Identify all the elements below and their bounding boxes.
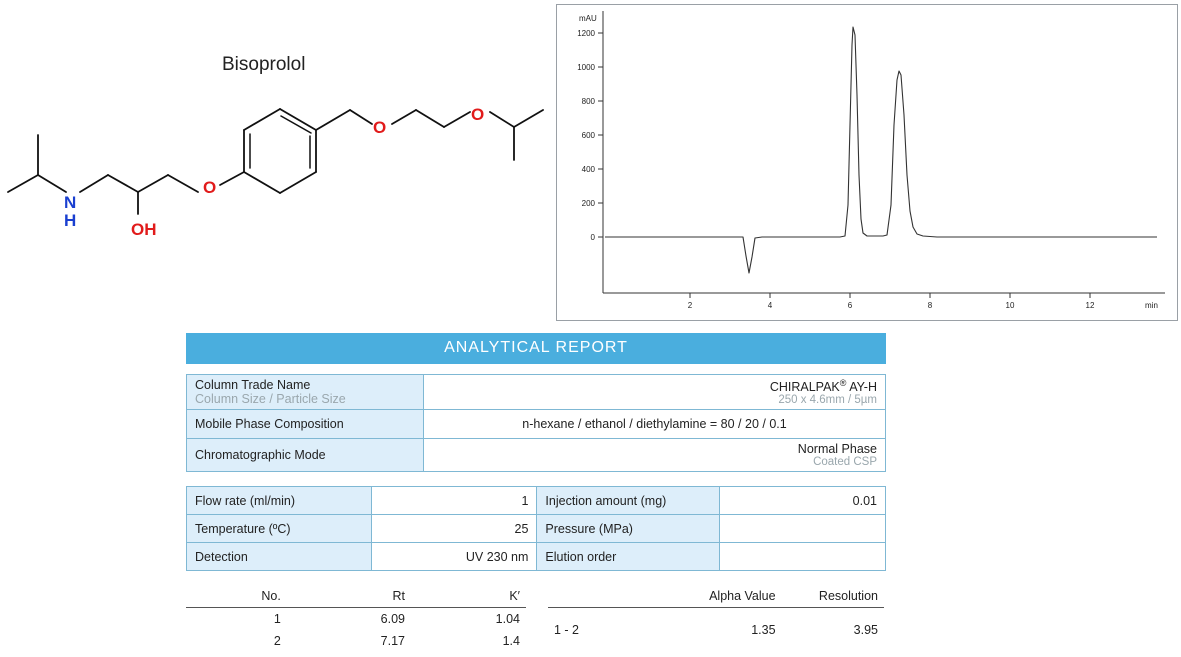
svg-text:2: 2	[687, 301, 693, 310]
svg-text:4: 4	[767, 301, 773, 310]
atom-label-O-2: O	[373, 118, 387, 137]
table-row	[187, 515, 886, 543]
table-row	[187, 410, 886, 439]
table-row	[187, 543, 886, 571]
atom-label-O-3: O	[471, 105, 485, 124]
atom-label-H: H	[64, 211, 77, 230]
results-section	[186, 585, 886, 652]
column-trade-name-value-line	[432, 378, 877, 394]
table-row	[187, 375, 886, 410]
peak-results-table	[186, 585, 526, 652]
table-row	[186, 608, 526, 631]
atom-label-N: N	[64, 193, 77, 212]
flow-rate-value: 1	[371, 487, 537, 515]
molecule-structure	[0, 0, 556, 320]
flow-rate-label: Flow rate (ml/min)	[187, 487, 372, 515]
report-header: ANALYTICAL REPORT	[186, 333, 886, 364]
elution-order-value	[719, 543, 885, 571]
svg-text:6: 6	[847, 301, 853, 310]
column-variant: AY-H	[846, 380, 877, 395]
column-brand: CHIRALPAK	[769, 380, 840, 395]
peak-rt-1: 6.09	[380, 612, 405, 627]
chromatographic-mode-label: Chromatographic Mode	[187, 439, 424, 472]
atom-label-O-1: O	[203, 178, 217, 197]
molecule-panel	[0, 0, 556, 320]
column-trade-name-value	[424, 375, 886, 410]
svg-text:8: 8	[927, 301, 933, 310]
injection-amount-value: 0.01	[719, 487, 885, 515]
atom-label-OH: OH	[131, 220, 157, 239]
column-trade-name-label	[187, 375, 424, 410]
temperature-value: 25	[371, 515, 537, 543]
alpha-value: 1.35	[751, 623, 776, 638]
analytical-report	[186, 333, 886, 652]
svg-text:mAU: mAU	[579, 14, 597, 23]
pair-value: 1 - 2	[554, 623, 580, 638]
injection-amount-label: Injection amount (mg)	[537, 487, 719, 515]
svg-text:10: 10	[1005, 301, 1015, 310]
mobile-phase-value: n-hexane / ethanol / diethylamine = 80 / 20 / 0.1	[424, 410, 886, 439]
mobile-phase-label: Mobile Phase Composition	[187, 410, 424, 439]
molecule-title: Bisoprolol	[222, 54, 306, 75]
temperature-label: Temperature (ºC)	[187, 515, 372, 543]
peak-no-2: 2	[273, 634, 281, 649]
svg-text:600: 600	[581, 131, 595, 140]
alpha-resolution-table	[548, 585, 884, 652]
detection-value: UV 230 nm	[371, 543, 537, 571]
pair-header	[548, 585, 654, 608]
registered-icon: ®	[839, 378, 847, 388]
table-row	[187, 487, 886, 515]
table-row	[187, 439, 886, 472]
svg-text:0: 0	[590, 233, 595, 242]
alpha-value-header: Alpha Value	[654, 585, 781, 608]
column-trade-name-text: Column Trade Name	[195, 378, 311, 393]
secondary-parameters-table	[186, 486, 886, 571]
svg-text:1000: 1000	[577, 63, 595, 72]
pressure-value	[719, 515, 885, 543]
svg-text:200: 200	[581, 199, 595, 208]
pressure-label: Pressure (MPa)	[537, 515, 719, 543]
peak-k-1: 1.04	[495, 612, 520, 627]
svg-text:12: 12	[1085, 301, 1095, 310]
chromatographic-mode-value	[424, 439, 886, 472]
table-header-row	[186, 585, 526, 608]
peak-k-2: 1.4	[502, 634, 520, 649]
resolution-value: 3.95	[853, 623, 878, 638]
main-parameters-table	[186, 374, 886, 472]
chromatogram-plot	[557, 5, 1175, 318]
peak-rt-header: Rt	[287, 585, 411, 608]
chromatographic-mode-secondary: Coated CSP	[813, 456, 877, 469]
elution-order-label: Elution order	[537, 543, 719, 571]
svg-text:400: 400	[581, 165, 595, 174]
svg-text:800: 800	[581, 97, 595, 106]
peak-no-header: No.	[186, 585, 287, 608]
column-size-text: Column Size / Particle Size	[195, 392, 346, 407]
chromatographic-mode-primary: Normal Phase	[797, 442, 877, 457]
table-row	[548, 608, 884, 653]
peak-k-header: K′	[411, 585, 526, 608]
chromatogram-panel	[556, 4, 1178, 321]
table-header-row	[548, 585, 884, 608]
column-size-value: 250 x 4.6mm / 5µm	[778, 394, 877, 407]
detection-label: Detection	[187, 543, 372, 571]
svg-text:1200: 1200	[577, 29, 595, 38]
svg-text:min: min	[1145, 301, 1158, 310]
resolution-header: Resolution	[782, 585, 884, 608]
peak-no-1: 1	[273, 612, 281, 627]
peak-rt-2: 7.17	[380, 634, 405, 649]
table-row	[186, 630, 526, 652]
